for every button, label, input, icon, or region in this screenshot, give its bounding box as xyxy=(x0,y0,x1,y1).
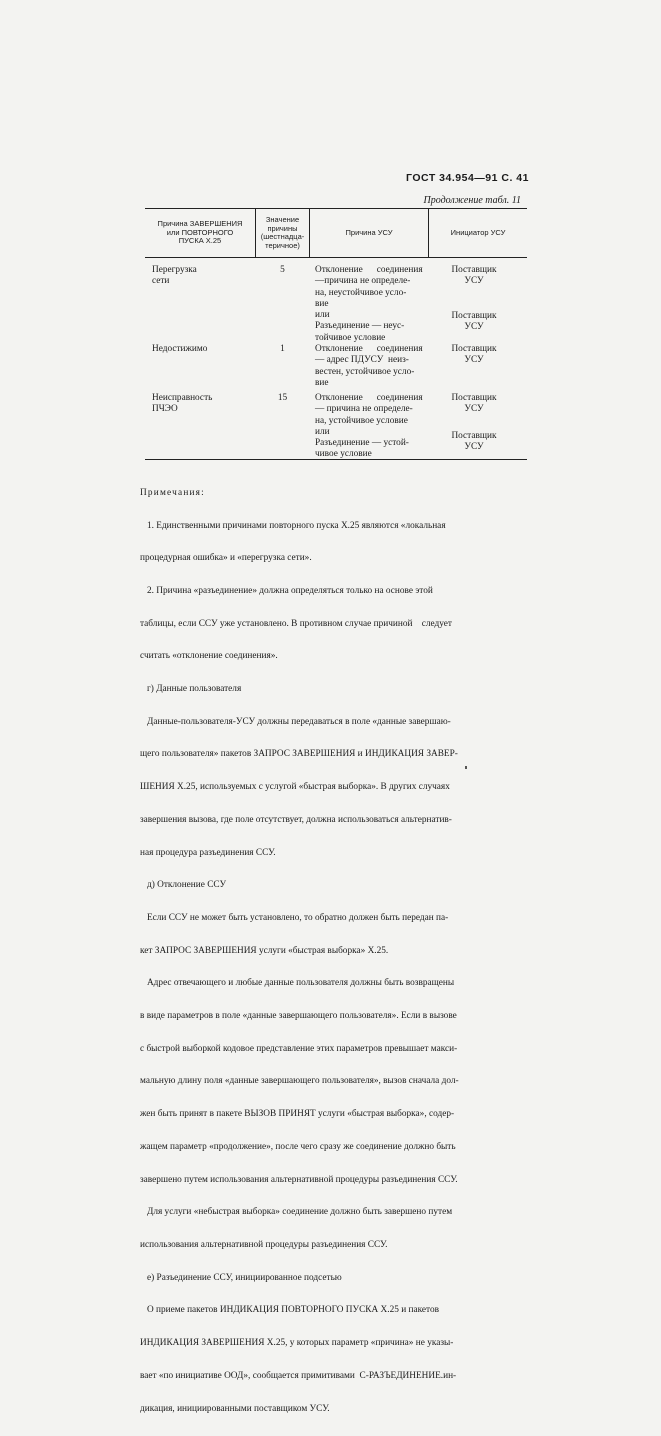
header-reason: Причина ЗАВЕРШЕНИЯ или ПОВТОРНОГО ПУСКА Х.25 xyxy=(157,219,243,246)
row1-cause: Отклонение соединения —причина не определе- на, неустойчивое усло- вие или Разъединение — неус- тойчивое условие xyxy=(315,265,423,343)
row2-initiator-a: Поставщик УСУ xyxy=(451,344,497,366)
reason-table xyxy=(145,208,527,460)
header-initiator: Инициатор УСУ xyxy=(450,227,506,237)
row2-value: 1 xyxy=(280,344,285,354)
notes-caption: Примечания: xyxy=(140,487,205,498)
text-line: 2. Причина «разъединение» должна определяться только на основе этой xyxy=(140,585,433,596)
text-line: в виде параметров в поле «данные завершающего пользователя». Если в вызове xyxy=(140,1011,457,1022)
text-line: жен быть принят в пакете ВЫЗОВ ПРИНЯТ услуги «быстрая выборка», содер- xyxy=(140,1109,455,1120)
text-line: вает «по инициативе ООД», сообщается примитивами С-РАЗЪЕДИНЕНИЕ.ин- xyxy=(140,1370,457,1381)
header-cause: Причина УСУ xyxy=(345,227,393,237)
text-line: процедурная ошибка» и «перегрузка сети». xyxy=(140,553,312,564)
subsection-heading: д) Отклонение ССУ xyxy=(140,880,227,891)
text-line: 1. Единственными причинами повторного пуска Х.25 являются «локальная xyxy=(140,520,446,531)
text-line: таблицы, если ССУ уже установлено. В противном случае причиной следует xyxy=(140,618,452,629)
header-rule xyxy=(145,257,527,258)
row3-reason: Неисправность ПЧЭО xyxy=(152,393,213,415)
table-continuation-label: Продолжение табл. 11 xyxy=(423,195,521,206)
text-line: Для услуги «небыстрая выборка» соединение должно быть завершено путем xyxy=(140,1207,453,1218)
row3-initiator-b: Поставщик УСУ xyxy=(451,431,497,453)
text-line: считать «отклонение соединения». xyxy=(140,651,278,662)
row2-reason: Недостижимо xyxy=(152,344,208,354)
row1-initiator-b: Поставщик УСУ xyxy=(451,311,497,333)
text-line: кет ЗАПРОС ЗАВЕРШЕНИЯ услуги «быстрая выборка» Х.25. xyxy=(140,945,389,956)
row3-value: 15 xyxy=(277,393,288,403)
row1-reason: Перегрузка сети xyxy=(152,265,197,287)
text-line: ная процедура разъединения ССУ. xyxy=(140,847,276,858)
text-line: ШЕНИЯ Х.25, используемых с услугой «быстрая выборка». В других случаях xyxy=(140,782,450,793)
text-line: завершено путем использования альтернативной процедуры разъединения ССУ. xyxy=(140,1174,458,1185)
row3-initiator-a: Поставщик УСУ xyxy=(451,393,497,415)
row2-cause: Отклонение соединения — адрес ПДУСУ неиз- вестен, устойчивое усло- вие xyxy=(315,344,423,388)
scan-speck xyxy=(465,766,467,769)
text-line: О приеме пакетов ИНДИКАЦИЯ ПОВТОРНОГО ПУСКА Х.25 и пакетов xyxy=(140,1305,439,1316)
row3-cause: Отклонение соединения — причина не определе- на, устойчивое условие или Разъединение — устой- чивое условие xyxy=(315,393,423,460)
text-line: Адрес отвечающего и любые данные пользователя должны быть возвращены xyxy=(140,978,455,989)
subsection-heading: е) Разъединение ССУ, инициированное подсетью xyxy=(140,1272,342,1283)
row1-initiator-a: Поставщик УСУ xyxy=(451,265,497,287)
text-line: с быстрой выборкой кодовое представление этих параметров превышает макси- xyxy=(140,1043,458,1054)
row1-value: 5 xyxy=(280,265,285,275)
text-line: завершения вызова, где поле отсутствует, должна использоваться альтернатив- xyxy=(140,814,452,825)
header-value: Значение причины (шестнадца- теричное) xyxy=(260,215,305,250)
text-line: использования альтернативной процедуры разъединения ССУ. xyxy=(140,1239,388,1250)
text-line: ИНДИКАЦИЯ ЗАВЕРШЕНИЯ Х.25, у которых параметр «причина» не указы- xyxy=(140,1338,454,1349)
subsection-heading: г) Данные пользователя xyxy=(140,684,242,695)
gost-header: ГОСТ 34.954—91 С. 41 xyxy=(406,172,529,184)
text-line: Если ССУ не может быть установлено, то обратно должен быть передан па- xyxy=(140,912,449,923)
text-line: жащем параметр «продолжение», после чего сразу же соединение должно быть xyxy=(140,1141,456,1152)
text-line: дикация, инициированными поставщиком УСУ. xyxy=(140,1403,330,1414)
text-line: щего пользователя» пакетов ЗАПРОС ЗАВЕРШЕНИЯ и ИНДИКАЦИЯ ЗАВЕР- xyxy=(140,749,458,760)
text-line: мальную длину поля «данные завершающего пользователя», вызов сначала дол- xyxy=(140,1076,459,1087)
text-line: Данные-пользователя-УСУ должны передаваться в поле «данные завершаю- xyxy=(140,716,451,727)
body-text xyxy=(140,466,530,1436)
